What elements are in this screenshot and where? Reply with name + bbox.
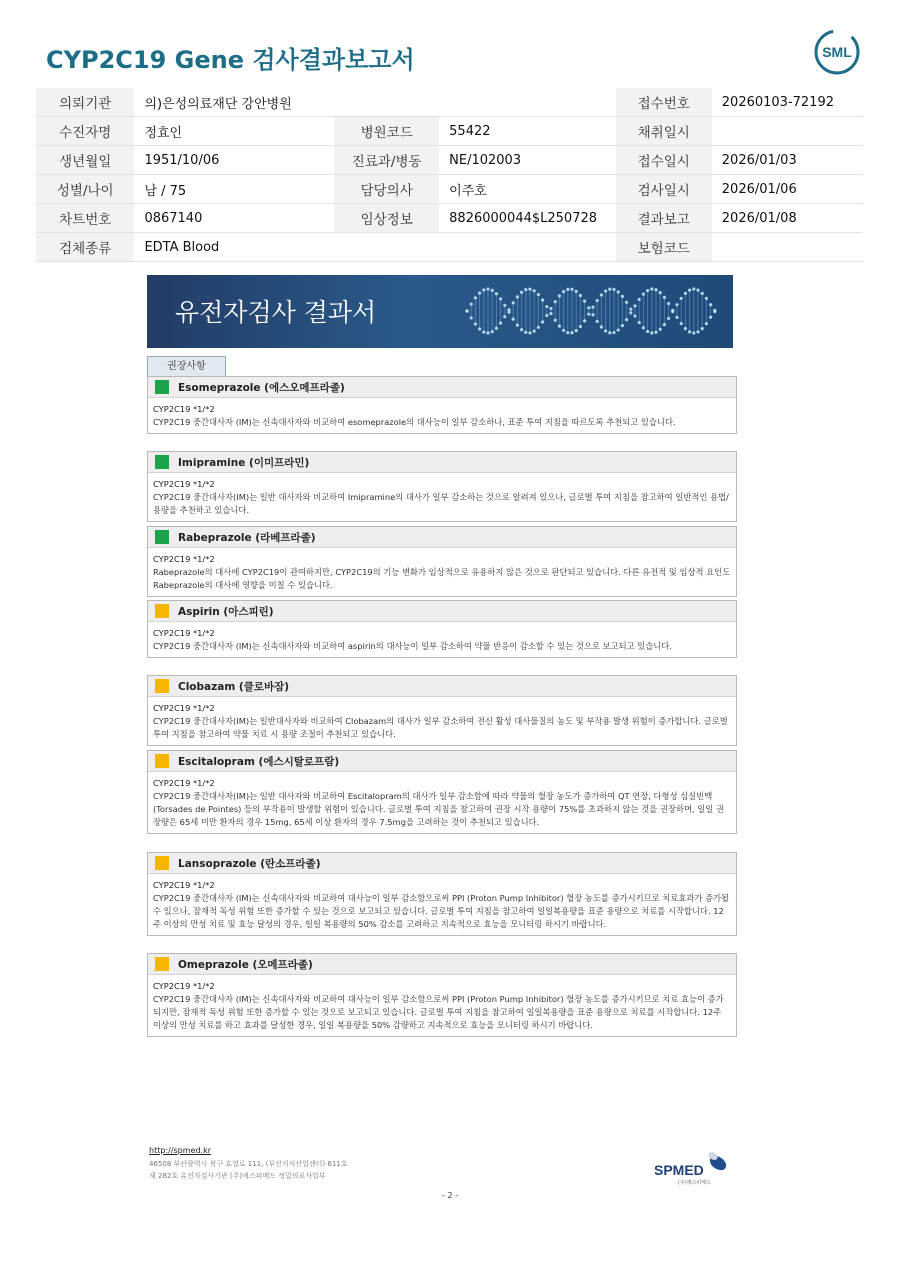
card-body xyxy=(148,398,736,433)
card-body xyxy=(148,622,736,657)
patient-info-table xyxy=(36,88,863,262)
genotype: CYP2C19 *1/*2 xyxy=(153,479,215,489)
recommendation-text: CYP2C19 중간대사자(IM)는 일반 대사자와 비교하여 Escitalopram의 대사가 일부 감소함에 따라 약물의 혈장 농도가 증가하여 QT 연장, 다형성 심실빈맥(Torsades de Pointes) 등의 부작용이 발생할 위험이 있습니다. 글로벌 투여 지침을 참고하여 권장 시작 용량이 75%를 초과하지 않는 것을 권장하며, 일일 권장량은 65세 미만 환자의 경우 15mg, 65세 이상 환자의 경우 7.5mg을 고려하는 것이 추천되고 있습니다. xyxy=(153,791,724,827)
report-title: CYP2C19 Gene 검사결과보고서 xyxy=(46,46,415,74)
info-label: 진료과/병동 xyxy=(334,146,439,175)
info-value: 2026/01/03 xyxy=(712,146,863,175)
info-row xyxy=(36,146,863,175)
info-value: 55422 xyxy=(439,117,615,146)
result-banner xyxy=(147,275,733,348)
info-value xyxy=(439,233,615,262)
info-label xyxy=(334,233,439,262)
status-square-icon xyxy=(155,957,169,971)
info-value: 남 / 75 xyxy=(134,175,334,204)
drug-name: Clobazam (클로바잠) xyxy=(178,681,290,693)
card-body xyxy=(148,874,736,935)
recommendation-card xyxy=(147,750,737,834)
footer-license: 제 282호 유전자검사기관 (주)에스피메드 정밀의료사업부 xyxy=(149,1172,326,1180)
recommendation-card xyxy=(147,526,737,597)
recommendation-card xyxy=(147,675,737,746)
info-label: 병원코드 xyxy=(334,117,439,146)
info-label: 보험코드 xyxy=(616,233,712,262)
info-value: 20260103-72192 xyxy=(712,88,863,117)
info-label: 차트번호 xyxy=(36,204,134,233)
tab-recommendations[interactable]: 권장사항 xyxy=(147,356,226,376)
sml-logo xyxy=(813,28,861,76)
info-label: 결과보고 xyxy=(616,204,712,233)
footer-address: 46508 부산광역시 북구 효열로 111, (부산지식산업센터) 611호 xyxy=(149,1160,348,1168)
info-value: 8826000044$L250728 xyxy=(439,204,615,233)
recommendation-text: Rabeprazole의 대사에 CYP2C19이 관여하지만, CYP2C19의 기능 변화가 임상적으로 유용하지 않은 것으로 판단되고 있습니다. 다른 유전적 및 임상적 요인도 Rabeprazole의 대사에 영향을 미칠 수 있습니다. xyxy=(153,567,731,590)
card-body xyxy=(148,975,736,1036)
info-label: 채취일시 xyxy=(616,117,712,146)
card-header xyxy=(148,527,736,548)
logo-text: SML xyxy=(822,44,852,60)
spmed-logo xyxy=(652,1145,732,1187)
info-row xyxy=(36,175,863,204)
genotype: CYP2C19 *1/*2 xyxy=(153,981,215,991)
status-square-icon xyxy=(155,856,169,870)
status-square-icon xyxy=(155,455,169,469)
card-body xyxy=(148,473,736,521)
spmed-sub: (주)에스피메드 xyxy=(678,1180,711,1186)
card-header xyxy=(148,751,736,772)
genotype: CYP2C19 *1/*2 xyxy=(153,778,215,788)
card-header xyxy=(148,601,736,622)
info-row xyxy=(36,88,863,117)
genotype: CYP2C19 *1/*2 xyxy=(153,404,215,414)
recommendation-text: CYP2C19 중간대사자 (IM)는 신속대사자와 비교하여 aspirin의 대사능이 일부 감소하여 약물 반응이 감소할 수 있는 것으로 보고되고 있습니다. xyxy=(153,641,672,651)
genotype: CYP2C19 *1/*2 xyxy=(153,554,215,564)
info-value xyxy=(439,88,615,117)
recommendation-card xyxy=(147,852,737,936)
banner-title: 유전자검사 결과서 xyxy=(175,298,377,327)
status-square-icon xyxy=(155,604,169,618)
card-header xyxy=(148,676,736,697)
info-label: 접수일시 xyxy=(616,146,712,175)
status-square-icon xyxy=(155,754,169,768)
info-label: 검사일시 xyxy=(616,175,712,204)
info-value xyxy=(712,233,863,262)
drug-name: Rabeprazole (라베프라졸) xyxy=(178,532,316,544)
recommendation-text: CYP2C19 중간대사자 (IM)는 신속대사자와 비교하여 esomeprazole의 대사능이 일부 감소하나, 표준 투여 지침을 따르도록 추천되고 있습니다. xyxy=(153,417,676,427)
info-value: 의)은성의료재단 강안병원 xyxy=(134,88,334,117)
info-label: 검체종류 xyxy=(36,233,134,262)
drug-name: Lansoprazole (란소프라졸) xyxy=(178,858,321,870)
info-value: 1951/10/06 xyxy=(134,146,334,175)
info-value: 2026/01/06 xyxy=(712,175,863,204)
info-label: 담당의사 xyxy=(334,175,439,204)
recommendation-text: CYP2C19 중간대사자(IM)는 일반대사자와 비교하여 Clobazam의 대사가 일부 감소하여 전신 활성 대사물질의 농도 및 부작용 발생 위험이 증가합니다. 글로벌 투여 지침을 참고하여 약물 치료 시 용량 조절이 추천되고 있습니다. xyxy=(153,716,728,739)
info-row xyxy=(36,233,863,262)
status-square-icon xyxy=(155,380,169,394)
recommendation-card xyxy=(147,376,737,434)
info-value xyxy=(712,117,863,146)
recommendation-card xyxy=(147,451,737,522)
info-label: 의뢰기관 xyxy=(36,88,134,117)
spmed-brand: SPMED xyxy=(654,1162,704,1178)
info-label: 접수번호 xyxy=(616,88,712,117)
info-row xyxy=(36,117,863,146)
card-header xyxy=(148,853,736,874)
status-square-icon xyxy=(155,679,169,693)
info-row xyxy=(36,204,863,233)
recommendation-text: CYP2C19 중간대사자(IM)는 일반 대사자와 비교하여 Imipramine의 대사가 일부 감소하는 것으로 알려져 있으나, 글로벌 투여 지침을 참고하여 일반적인 용법/용량을 추천하고 있습니다. xyxy=(153,492,729,515)
card-body xyxy=(148,548,736,596)
info-value: 2026/01/08 xyxy=(712,204,863,233)
info-label: 수진자명 xyxy=(36,117,134,146)
recommendation-text: CYP2C19 중간대사자 (IM)는 신속대사자와 비교하여 대사능이 일부 감소함으로써 PPI (Proton Pump Inhibitor) 혈장 농도를 증가시키므로 치료효과가 증가될 수 있으나, 잠재적 독성 위험 또한 증가할 수 있는 것으로 보고되고 있습니다. 글로벌 투여 지침을 참고하여 일일복용량을 표준 용량으로 치료를 시작합니다. 12주 이상의 만성 치료 및 효능 달성의 경우, 일일 복용량의 50% 감소를 고려하고 지속적으로 효능을 모니터링 하시기 바랍니다. xyxy=(153,893,730,929)
card-header xyxy=(148,452,736,473)
info-value: 이주호 xyxy=(439,175,615,204)
info-value: NE/102003 xyxy=(439,146,615,175)
recommendation-card xyxy=(147,953,737,1037)
info-label: 생년월일 xyxy=(36,146,134,175)
drug-name: Escitalopram (에스시탈로프람) xyxy=(178,756,340,768)
card-header xyxy=(148,377,736,398)
info-value: 0867140 xyxy=(134,204,334,233)
recommendation-text: CYP2C19 중간대사자 (IM)는 신속대사자와 비교하여 대사능이 일부 감소함으로써 PPI (Proton Pump Inhibitor) 혈장 농도를 증가시키므로 치료 효능이 증가되지만, 잠재적 독성 위험 또한 증가할 수 있는 것으로 보고되고 있습니다. 글로벌 투여 지침을 참고하여 일일복용량을 표준 용량으로 치료를 시작합니다. 12주 이상의 만성 치료를 하고 효과를 달성한 경우, 일일 복용량을 50% 감량하고 지속적으로 효능을 모니터링 하시기 바랍니다. xyxy=(153,994,724,1030)
info-label xyxy=(334,88,439,117)
recommendation-card xyxy=(147,600,737,658)
drug-name: Imipramine (이미프라민) xyxy=(178,457,310,469)
genotype: CYP2C19 *1/*2 xyxy=(153,628,215,638)
status-square-icon xyxy=(155,530,169,544)
info-value: 정효인 xyxy=(134,117,334,146)
info-value: EDTA Blood xyxy=(134,233,334,262)
info-label: 성별/나이 xyxy=(36,175,134,204)
card-body xyxy=(148,772,736,833)
genotype: CYP2C19 *1/*2 xyxy=(153,880,215,890)
card-body xyxy=(148,697,736,745)
drug-name: Omeprazole (오메프라졸) xyxy=(178,959,313,971)
drug-name: Esomeprazole (에스오메프라졸) xyxy=(178,382,345,394)
footer-link[interactable]: http://spmed.kr xyxy=(149,1146,212,1155)
drug-name: Aspirin (아스피린) xyxy=(178,606,274,618)
page-number: - 2 - xyxy=(442,1191,458,1200)
genotype: CYP2C19 *1/*2 xyxy=(153,703,215,713)
card-header xyxy=(148,954,736,975)
info-label: 임상정보 xyxy=(334,204,439,233)
